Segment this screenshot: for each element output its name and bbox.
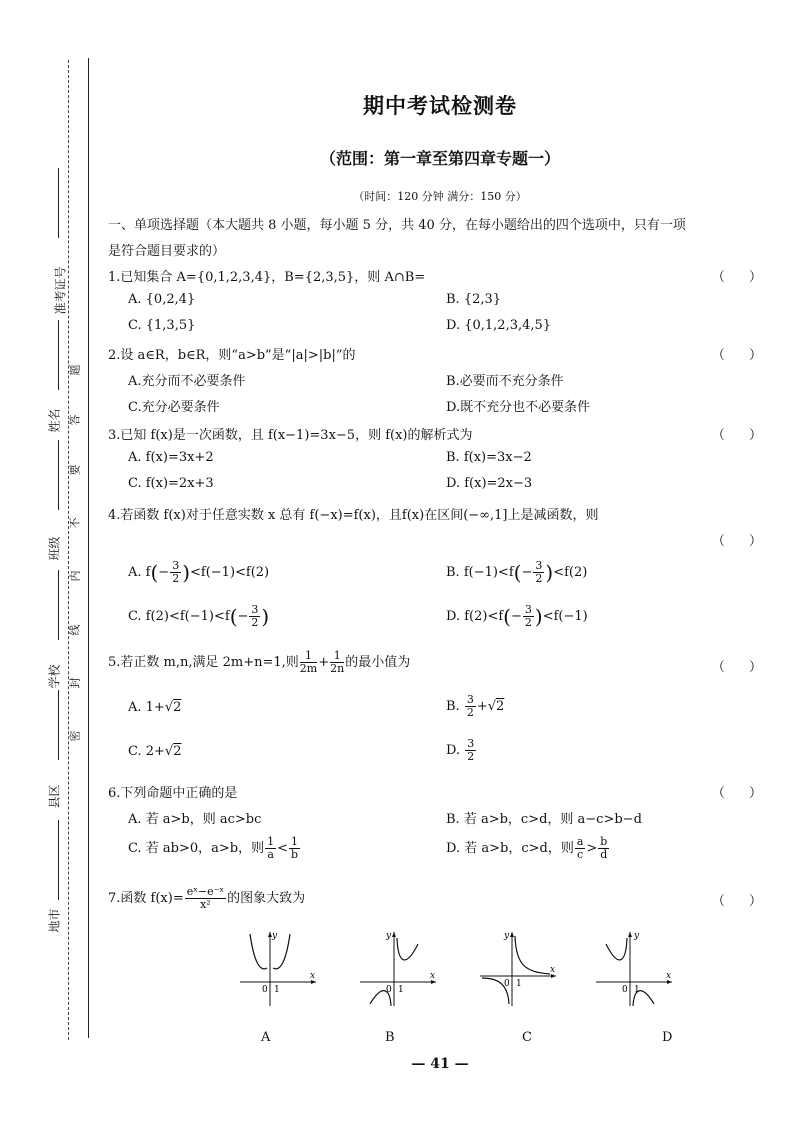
name-blank[interactable] xyxy=(58,320,59,390)
fraction-numerator: 3 xyxy=(466,693,474,706)
q5-a-text: A. 1+ xyxy=(128,700,165,715)
y-axis-label: y xyxy=(634,931,640,941)
class-label: 班级 xyxy=(47,536,62,561)
x-axis-label: x xyxy=(430,971,436,981)
q4-d-text: D. f(2)<f xyxy=(446,609,504,624)
q2-option-b: B.必要而不充分条件 xyxy=(446,374,564,389)
q2-option-a: A.充分而不必要条件 xyxy=(128,374,246,389)
y-axis-label: y xyxy=(504,931,510,941)
graph-label-b: B xyxy=(385,1030,395,1045)
fraction-numerator: 3 xyxy=(251,603,259,616)
fraction-denominator: b xyxy=(290,848,299,861)
origin-label: 0 xyxy=(504,979,510,989)
q1-option-a: A. {0,2,4} xyxy=(128,292,196,307)
minus-sign: − xyxy=(510,609,522,624)
seal-char: 答 xyxy=(68,414,82,426)
fraction-denominator: 2m xyxy=(299,662,318,675)
city-blank[interactable] xyxy=(58,820,59,900)
minus-sign: − xyxy=(237,609,249,624)
q5-d-text: D. xyxy=(446,743,465,758)
fraction-numerator: 1 xyxy=(330,650,344,663)
q6-option-d xyxy=(446,836,610,861)
q7-stem-text: 7.函数 f(x)= xyxy=(108,891,184,906)
fraction-numerator: eˣ−e⁻ˣ xyxy=(186,885,225,898)
q1-option-c: C. {1,3,5} xyxy=(128,318,196,333)
radicand: 2 xyxy=(173,700,182,715)
question-6-stem: 6.下列命题中正确的是 xyxy=(108,786,238,801)
question-5-stem xyxy=(108,650,410,675)
fraction xyxy=(170,560,181,585)
fraction-numerator: 3 xyxy=(172,559,180,572)
fraction-denominator: 2n xyxy=(330,662,345,675)
fraction-denominator: 2 xyxy=(467,750,475,763)
origin-label: 0 xyxy=(386,985,392,995)
tick-one-label: 1 xyxy=(274,985,280,995)
q6-c-text: C. 若 ab>0，a>b，则 xyxy=(128,841,265,856)
answer-paren[interactable]: （ ） xyxy=(711,660,772,675)
tick-one-label: 1 xyxy=(634,985,640,995)
answer-paren[interactable]: （ ） xyxy=(711,534,772,549)
minus-sign: − xyxy=(158,565,170,580)
graph-option-a xyxy=(236,928,320,1008)
q2-option-d: D.既不充分也不必要条件 xyxy=(446,400,591,415)
q4-option-c: C. f(2)<f(−1)<f(− $\frac{3}{2}$ ) xyxy=(128,603,270,629)
section-heading: 一、单项选择题（本大题共 8 小题，每小题 5 分，共 40 分，在每小题给出的四个选项中，只有一项 xyxy=(108,218,686,233)
page-number: — 41 — xyxy=(411,1056,469,1072)
answer-paren[interactable]: （ ） xyxy=(711,270,772,285)
plus-sign: + xyxy=(318,655,330,670)
q5-c-text: C. 2+ xyxy=(128,744,165,759)
city-label: 地市 xyxy=(47,908,62,933)
graph-option-b xyxy=(356,928,440,1008)
greater-than: > xyxy=(586,841,598,856)
q5-option-d xyxy=(446,738,477,763)
name-label: 姓名 xyxy=(47,408,62,433)
radicand: 2 xyxy=(173,744,182,759)
fraction xyxy=(523,604,534,629)
q3-option-b: B. f(x)=3x−2 xyxy=(446,450,532,465)
q3-option-d: D. f(x)=2x−3 xyxy=(446,476,533,491)
fraction-numerator: 3 xyxy=(524,603,532,616)
graph-label-d: D xyxy=(662,1030,673,1045)
school-label: 学校 xyxy=(47,664,62,689)
fraction xyxy=(330,650,344,675)
seal-char: 封 xyxy=(68,677,82,689)
tick-one-label: 1 xyxy=(516,979,522,989)
page-title: 期中考试检测卷 xyxy=(363,94,517,118)
q6-option-a: A. 若 a>b，则 ac>bc xyxy=(128,812,262,827)
q3-option-a: A. f(x)=3x+2 xyxy=(128,450,214,465)
y-axis-label: y xyxy=(386,931,392,941)
page-subtitle: （范围：第一章至第四章专题一） xyxy=(319,149,560,168)
fraction-numerator: 1 xyxy=(300,650,317,663)
tick-one-label: 1 xyxy=(398,985,404,995)
y-axis-label: y xyxy=(272,931,278,941)
question-1-stem: 1.已知集合 A={0,1,2,3,4}，B={2,3,5}，则 A∩B= xyxy=(108,270,426,285)
fraction xyxy=(265,836,276,861)
q4-option-b: B. f(−1)<f(− $\frac{3}{2}$ )<f(2) xyxy=(446,559,588,585)
q5-stem-end: 的最小值为 xyxy=(345,655,411,670)
q4-c-text: C. f(2)<f(−1)<f xyxy=(128,609,230,624)
q3-option-c: C. f(x)=2x+3 xyxy=(128,476,214,491)
seal-char: 线 xyxy=(68,624,82,636)
graph-option-c xyxy=(476,928,560,1008)
fraction-denominator: 2 xyxy=(466,706,474,719)
answer-paren[interactable]: （ ） xyxy=(711,894,772,909)
fraction-denominator: 2 xyxy=(172,572,180,585)
q4-option-a: A. f(− $\frac{3}{2}$ )<f(−1)<f(2) xyxy=(128,559,270,585)
county-label: 县区 xyxy=(47,784,62,809)
fraction-numerator: a xyxy=(576,835,584,848)
fraction-denominator: 2 xyxy=(524,616,532,629)
fraction-denominator: d xyxy=(600,848,608,861)
fraction xyxy=(300,650,317,675)
graph-label-c: C xyxy=(522,1030,532,1045)
fraction-numerator: 3 xyxy=(467,737,475,750)
class-blank[interactable] xyxy=(58,440,59,510)
county-blank[interactable] xyxy=(58,690,59,760)
fraction-denominator: a xyxy=(267,848,274,861)
q4-b-text: B. f(−1)<f xyxy=(446,565,514,580)
margin-rule xyxy=(88,58,89,1038)
fraction-denominator: 2 xyxy=(535,572,543,585)
q1-option-d: D. {0,1,2,3,4,5} xyxy=(446,318,552,333)
question-7-stem xyxy=(108,886,305,911)
answer-paren[interactable]: （ ） xyxy=(711,348,772,363)
q4-d-text-end: <f(−1) xyxy=(542,609,588,624)
x-axis-label: x xyxy=(310,971,316,981)
question-4-stem: 4.若函数 f(x)对于任意实数 x 总有 f(−x)=f(x)，且f(x)在区间(−∞,1]上是减函数，则 xyxy=(108,508,599,523)
question-2-stem: 2.设 a∈R，b∈R，则“a>b”是“|a|>|b|”的 xyxy=(108,348,356,363)
q2-option-c: C.充分必要条件 xyxy=(128,400,220,415)
fraction xyxy=(533,560,544,585)
radicand: 2 xyxy=(496,699,505,714)
q6-option-c xyxy=(128,836,301,861)
section-heading-cont: 是符合题目要求的） xyxy=(108,244,226,259)
school-blank[interactable] xyxy=(58,570,59,640)
plus-sign: + xyxy=(476,699,488,714)
fraction xyxy=(249,604,260,629)
answer-paren[interactable]: （ ） xyxy=(711,786,772,801)
q6-d-text: D. 若 a>b，c>d，则 xyxy=(446,841,574,856)
exam-meta: （时间：120 分钟 满分：150 分） xyxy=(353,190,527,203)
fraction-numerator: b xyxy=(600,835,608,848)
origin-label: 0 xyxy=(622,985,628,995)
origin-label: 0 xyxy=(262,985,268,995)
q4-a-text-end: <f(−1)<f(2) xyxy=(190,565,270,580)
q7-stem-end: 的图象大致为 xyxy=(227,891,306,906)
q5-b-text: B. xyxy=(446,699,464,714)
fraction xyxy=(185,886,226,911)
exam-number-label: 准考证号 xyxy=(53,266,68,315)
q4-b-text-end: <f(2) xyxy=(553,565,588,580)
fraction xyxy=(575,836,586,861)
fraction-denominator: x² xyxy=(200,898,211,911)
x-axis-label: x xyxy=(666,971,672,981)
graph-label-a: A xyxy=(261,1030,271,1045)
fraction xyxy=(465,694,476,719)
minus-sign: − xyxy=(521,565,533,580)
q1-option-b: B. {2,3} xyxy=(446,292,502,307)
less-than: < xyxy=(277,841,288,856)
q5-option-a: A. 1+√2 xyxy=(128,700,182,715)
seal-char: 不 xyxy=(68,517,82,529)
fraction xyxy=(465,738,476,763)
q6-option-b: B. 若 a>b，c>d，则 a−c>b−d xyxy=(446,812,642,827)
fraction xyxy=(289,836,300,861)
q5-stem-text: 5.若正数 m,n,满足 2m+n=1,则 xyxy=(108,655,299,670)
fraction-numerator: 1 xyxy=(291,835,298,848)
question-3-stem: 3.已知 f(x)是一次函数，且 f(x−1)=3x−5，则 f(x)的解析式为 xyxy=(108,428,473,443)
answer-paren[interactable]: （ ） xyxy=(711,428,772,443)
x-axis-label: x xyxy=(550,965,556,975)
q4-a-text: A. f xyxy=(128,565,151,580)
seal-char: 题 xyxy=(68,364,82,376)
seal-char: 密 xyxy=(68,730,82,742)
seal-dashed-line xyxy=(68,60,69,1040)
graph-option-d xyxy=(592,928,676,1008)
q4-option-d: D. f(2)<f(− $\frac{3}{2}$ )<f(−1) xyxy=(446,603,588,629)
seal-char: 内 xyxy=(68,570,82,582)
q5-option-b: B. $\frac{3}{2}$ +√2 xyxy=(446,693,505,719)
fraction-numerator: 3 xyxy=(535,559,543,572)
fraction xyxy=(598,836,609,861)
fraction-denominator: 2 xyxy=(251,616,259,629)
seal-char: 要 xyxy=(68,464,82,476)
q5-option-c: C. 2+√2 xyxy=(128,744,182,759)
fraction-denominator: c xyxy=(577,848,584,861)
fraction-numerator: 1 xyxy=(267,835,275,848)
